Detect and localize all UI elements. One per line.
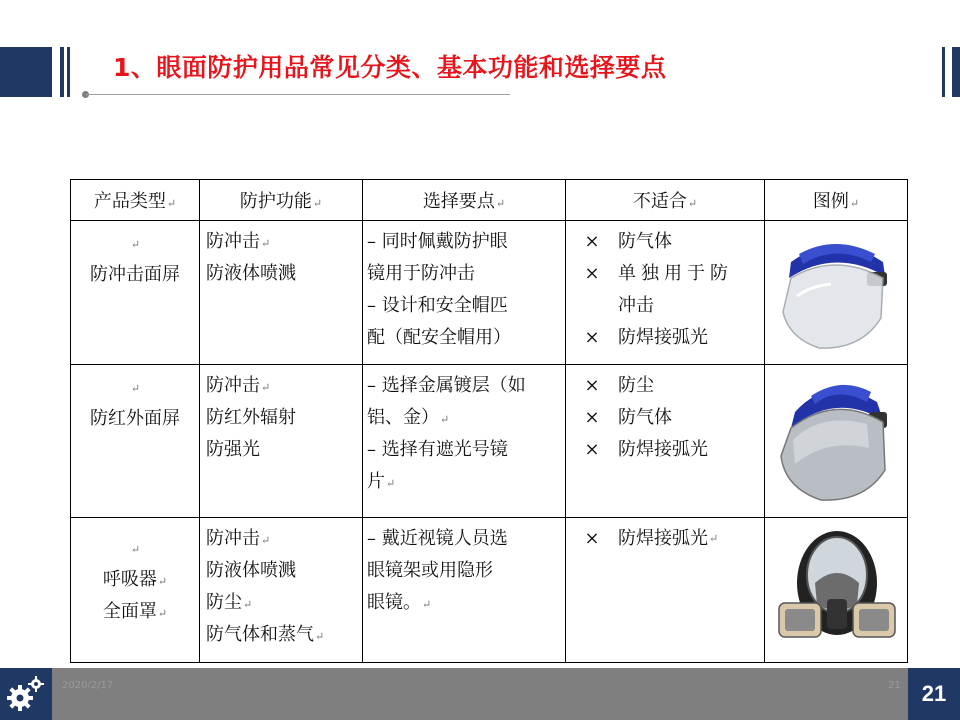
- gear-icon: [0, 668, 52, 720]
- unsuitable-cell: × 防焊接弧光 ↵: [566, 518, 765, 663]
- product-cell: ↵ 呼吸器↵ 全面罩↵: [71, 518, 200, 663]
- footer-date: 2020/2/17: [62, 680, 114, 691]
- header-cell-unsuitable: 不适合↵: [566, 180, 765, 221]
- faceshield-infrared-icon: [771, 372, 901, 506]
- title-underline: [86, 94, 510, 95]
- faceshield-clear-icon: [771, 226, 901, 354]
- points-cell: – 戴近视镜人员选 眼镜架或用隐形 眼镜。↵: [363, 518, 566, 663]
- table-row: [71, 518, 908, 663]
- header-right-bar-thin: [942, 47, 945, 97]
- points-cell: – 选择金属镀层（如 铝、金）↵ – 选择有遮光号镜 片↵: [363, 365, 566, 518]
- header-right-block: [952, 47, 960, 97]
- footer-bar: [0, 668, 960, 720]
- image-cell: [765, 221, 908, 365]
- image-cell: [765, 518, 908, 663]
- table-header-row: [71, 180, 908, 221]
- page-title: 1、眼面防护用品常见分类、基本功能和选择要点: [113, 53, 667, 82]
- table-row: [71, 365, 908, 518]
- header-left-block: [0, 47, 52, 97]
- unsuitable-cell: × 防尘 × 防气体 × 防焊接弧光: [566, 365, 765, 518]
- function-cell: 防冲击↵ 防液体喷溅 防尘↵ 防气体和蒸气↵: [200, 518, 363, 663]
- footer-small-number: 21: [888, 680, 901, 691]
- function-cell: 防冲击↵ 防红外辐射 防强光: [200, 365, 363, 518]
- footer-gear-block: [0, 668, 52, 720]
- points-cell: – 同时佩戴防护眼 镜用于防冲击 – 设计和安全帽匹 配（配安全帽用）: [363, 221, 566, 365]
- header-divider-bar: [60, 47, 64, 97]
- product-cell: ↵ 防红外面屏: [71, 365, 200, 518]
- header-divider-bar-thin: [67, 47, 70, 97]
- full-face-respirator-icon: [771, 523, 901, 653]
- image-cell: [765, 365, 908, 518]
- unsuitable-cell: × 防气体 × 单独用于防 冲击 × 防焊接弧光: [566, 221, 765, 365]
- table-row: [71, 221, 908, 365]
- header-cell-function: 防护功能↵: [200, 180, 363, 221]
- header-cell-image: 图例↵: [765, 180, 908, 221]
- product-cell: ↵ 防冲击面屏: [71, 221, 200, 365]
- header-cell-points: 选择要点↵: [363, 180, 566, 221]
- ppe-table: [70, 179, 908, 663]
- function-cell: 防冲击↵ 防液体喷溅: [200, 221, 363, 365]
- header-cell-product: 产品类型↵: [71, 180, 200, 221]
- page-number: 21: [908, 668, 960, 720]
